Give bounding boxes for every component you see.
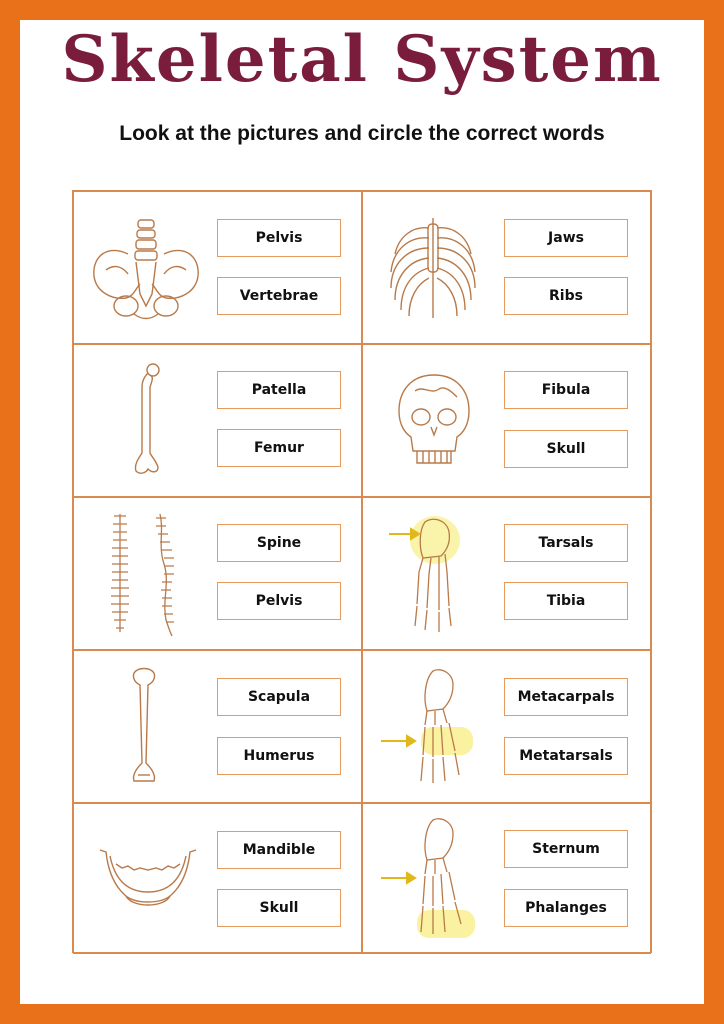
- option-skull-2[interactable]: Skull: [217, 889, 341, 927]
- option-phalanges[interactable]: Phalanges: [504, 889, 628, 927]
- cell-femur: [73, 344, 362, 497]
- worksheet-grid: [72, 190, 652, 953]
- option-jaws[interactable]: Jaws: [504, 219, 628, 257]
- cell-humerus: [73, 650, 362, 803]
- option-tibia[interactable]: Tibia: [504, 582, 628, 620]
- option-pelvis[interactable]: Pelvis: [217, 219, 341, 257]
- option-patella[interactable]: Patella: [217, 371, 341, 409]
- option-vertebrae[interactable]: Vertebrae: [217, 277, 341, 315]
- option-fibula[interactable]: Fibula: [504, 371, 628, 409]
- option-humerus[interactable]: Humerus: [217, 737, 341, 775]
- option-skull[interactable]: Skull: [504, 430, 628, 468]
- option-metatarsals[interactable]: Metatarsals: [504, 737, 628, 775]
- option-scapula[interactable]: Scapula: [217, 678, 341, 716]
- foot-metatarsals-icon: [377, 663, 477, 791]
- cell-mandible: [73, 803, 362, 954]
- cell-pelvis: [73, 191, 362, 344]
- cell-tarsals: [362, 497, 651, 650]
- instructions: Look at the pictures and circle the correct words: [119, 122, 605, 145]
- mandible-icon: [96, 846, 200, 916]
- option-sternum[interactable]: Sternum: [504, 830, 628, 868]
- spine-icon: [106, 510, 186, 638]
- femur-icon: [126, 361, 166, 479]
- option-metacarpals[interactable]: Metacarpals: [504, 678, 628, 716]
- option-spine[interactable]: Spine: [217, 524, 341, 562]
- page-title: Skeletal System: [61, 22, 663, 97]
- option-tarsals[interactable]: Tarsals: [504, 524, 628, 562]
- skull-icon: [395, 371, 473, 469]
- option-femur[interactable]: Femur: [217, 429, 341, 467]
- cell-spine: [73, 497, 362, 650]
- foot-phalanges-icon: [377, 814, 477, 944]
- cell-phalanges: [362, 803, 651, 954]
- humerus-icon: [124, 665, 164, 787]
- cell-ribcage: [362, 191, 651, 344]
- cell-metatarsals: [362, 650, 651, 803]
- option-mandible[interactable]: Mandible: [217, 831, 341, 869]
- ribcage-icon: [385, 214, 481, 324]
- pelvis-icon: [88, 214, 204, 324]
- cell-skull: [362, 344, 651, 497]
- option-ribs[interactable]: Ribs: [504, 277, 628, 315]
- option-pelvis-2[interactable]: Pelvis: [217, 582, 341, 620]
- foot-tarsals-icon: [385, 508, 475, 640]
